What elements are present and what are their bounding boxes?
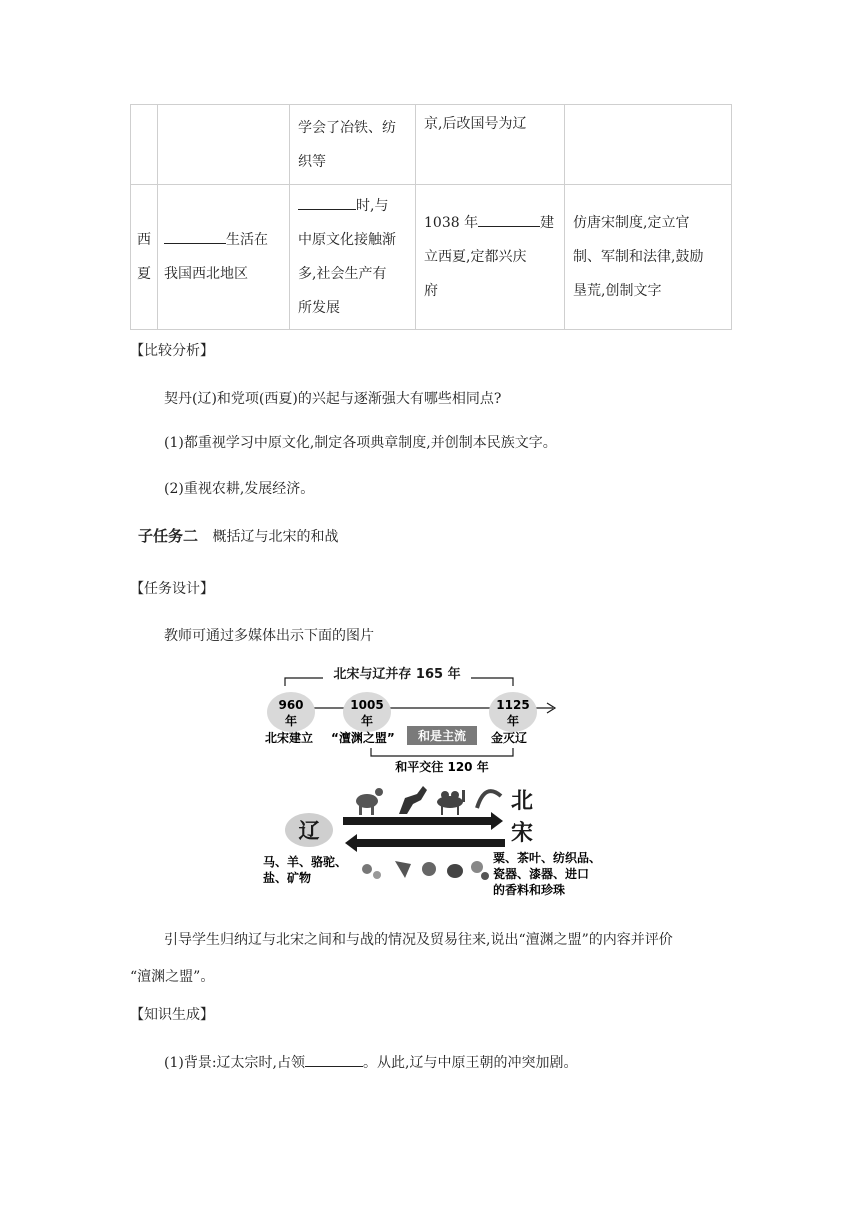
table-row [131,105,732,185]
fill-blank[interactable] [164,229,226,244]
peace-bracket [371,748,513,756]
cell-line [164,223,283,257]
cell-line: 所发展 [298,300,340,316]
subtask-label: 子任务二 [138,527,199,545]
trade-arrow-right [343,817,493,825]
year-unit: 年 [284,714,298,728]
cell-line: 西 [137,232,151,248]
liao-song-figure [255,656,620,900]
knowledge-text: (1)背景:辽太宗时,占领 [164,1055,305,1071]
cell-line: 府 [424,283,438,299]
table-cell [290,105,416,185]
fill-blank[interactable] [305,1052,363,1067]
fill-blank[interactable] [478,212,540,227]
cell-line [424,206,558,240]
table-cell [158,105,290,185]
table-cell [290,185,416,330]
cell-line: 我国西北地区 [164,266,248,282]
design-text: 教师可通过多媒体出示下面的图片 [164,628,374,644]
cell-line: 学会了冶铁、纺 [298,119,396,136]
song-goods-line: 粟、茶叶、纺织品、 [493,851,602,865]
arrow-left-icon [345,834,357,852]
tea-icon [395,861,411,878]
cell-line: 夏 [137,266,151,282]
table-cell [158,185,290,330]
liao-char: 辽 [298,819,320,843]
cell-line: 立西夏,定都兴庆 [424,249,527,265]
guide-text: “澶渊之盟”。 [130,969,215,985]
year-1005: 1005 [350,698,384,712]
knowledge-line [164,1052,577,1072]
cell-line: 多,社会生产有 [298,266,387,282]
trade-arrow-left [355,839,505,847]
song-char-song: 宋 [511,821,534,846]
arrow-right-icon [491,812,503,830]
knowledge-text: 。从此,辽与中原王朝的冲突加剧。 [363,1055,578,1071]
fill-blank[interactable] [298,195,356,210]
subtask-title: 概括辽与北宋的和战 [212,529,339,545]
cell-text: 生活在 [226,232,268,248]
table-cell [131,105,158,185]
cell-line: 垦荒,创制文字 [573,283,662,299]
camel-icon [437,790,465,815]
event-song-founded: 北宋建立 [265,731,314,745]
cell-line: 京,后改国号为辽 [424,116,527,132]
pearl-icon [471,861,489,880]
history-table [130,104,732,330]
answer-text: (2)重视农耕,发展经济。 [164,481,315,497]
year-960: 960 [278,698,304,712]
table-cell [565,105,732,185]
liao-goods-line: 马、羊、骆驼、 [263,855,348,869]
liao-goods-line: 盐、矿物 [263,871,312,885]
table-cell [416,185,565,330]
year-unit: 年 [506,714,520,728]
section-heading: 【比较分析】 [130,343,214,359]
table-cell [416,105,565,185]
cell-line: 制、军制和法律,鼓励 [573,249,704,265]
song-goods-line: 瓷器、漆器、进口 [493,867,590,881]
year-1125: 1125 [496,698,530,712]
cell-line: 中原文化接触渐 [298,232,396,248]
cell-line: 织等 [298,153,326,170]
song-goods-line: 的香料和珍珠 [493,883,566,897]
porcelain-icon [447,864,463,878]
silk-icon [422,862,436,876]
cell-text: 1038 年 [424,215,479,231]
salt-icon [477,791,501,808]
cell-text: 时,与 [356,198,389,214]
peace-label: 和平交往 120 年 [395,760,489,774]
goat-icon [356,788,383,815]
table-cell [131,185,158,330]
subtask-header [138,525,338,546]
coexist-label: 北宋与辽并存 165 年 [333,667,461,682]
cell-line [298,189,409,223]
mainstream-label: 和是主流 [417,729,467,743]
guide-text: 引导学生归纳辽与北宋之间和与战的情况及贸易往来,说出“澶渊之盟”的内容并评价 [164,932,673,948]
question-text: 契丹(辽)和党项(西夏)的兴起与逐渐强大有哪些相同点? [164,391,502,407]
song-char-bei: 北 [511,789,534,814]
table-cell [565,185,732,330]
event-chanyuan: “澶渊之盟” [331,731,395,745]
horse-icon [399,786,427,814]
section-heading: 【任务设计】 [130,581,214,597]
section-heading: 【知识生成】 [130,1007,214,1023]
year-unit: 年 [360,714,374,728]
grain-icon [362,864,381,879]
table-row [131,185,732,330]
event-jin-destroys-liao: 金灭辽 [491,731,528,745]
cell-text: 建 [540,215,555,231]
answer-text: (1)都重视学习中原文化,制定各项典章制度,并创制本民族文字。 [164,435,557,451]
cell-line: 仿唐宋制度,定立官 [573,215,690,231]
